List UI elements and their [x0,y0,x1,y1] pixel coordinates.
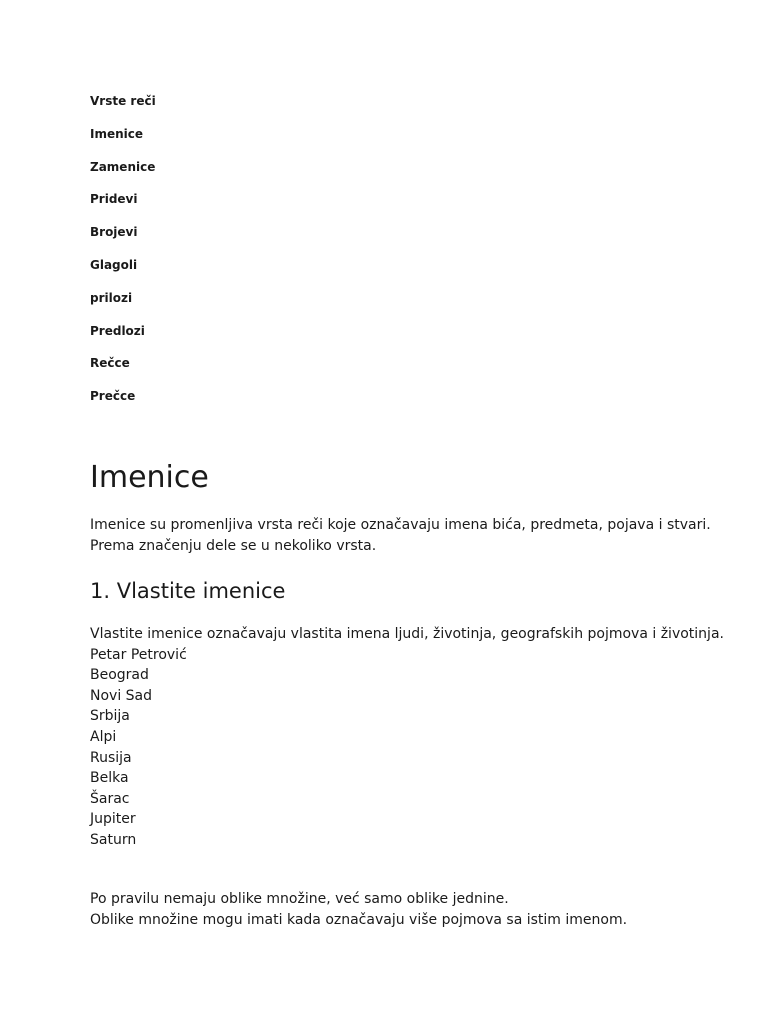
subsection-body [90,624,730,851]
list-item: Rusija [90,749,132,766]
list-item: Srbija [90,708,130,725]
subsection-heading: 1. Vlastite imenice [90,579,286,603]
list-item: Beograd [90,667,149,684]
toc-item[interactable]: Vrste reči [90,94,156,108]
toc-item[interactable]: Glagoli [90,257,138,272]
intro-line: Prema značenju dele se u nekoliko vrsta. [90,538,377,554]
subsection-description: Vlastite imenice označavaju vlastita imena ljudi, životinja, geografskih pojmova i životinja. [90,626,724,642]
toc-item[interactable]: Prečce [90,389,136,404]
list-item: Belka [90,770,129,787]
list-item: Jupiter [90,811,136,828]
table-of-contents [90,93,156,421]
list-item: Saturn [90,831,137,848]
rule-text: Po pravilu nemaju oblike množine, već samo oblike jednine. [90,891,509,907]
intro-line: Imenice su promenljiva vrsta reči koje označavaju imena bića, predmeta, pojava i stvari. [90,517,711,533]
toc-item[interactable]: Brojevi [90,225,138,240]
subsection-rules [90,889,730,930]
list-item: Novi Sad [90,687,153,704]
toc-item[interactable]: Imenice [90,126,144,141]
example-list [90,645,730,851]
toc-item[interactable]: Predlozi [90,323,145,338]
toc-item[interactable]: Rečce [90,356,130,371]
toc-item[interactable]: Pridevi [90,192,138,207]
section-heading: Imenice [90,460,209,495]
list-item: Alpi [90,728,117,745]
rule-text: Oblike množine mogu imati kada označavaju više pojmova sa istim imenom. [90,911,628,928]
section-intro [90,515,730,557]
toc-item[interactable]: Zamenice [90,159,156,174]
list-item: Šarac [90,790,130,807]
toc-item[interactable]: prilozi [90,290,133,305]
list-item: Petar Petrović [90,646,187,663]
